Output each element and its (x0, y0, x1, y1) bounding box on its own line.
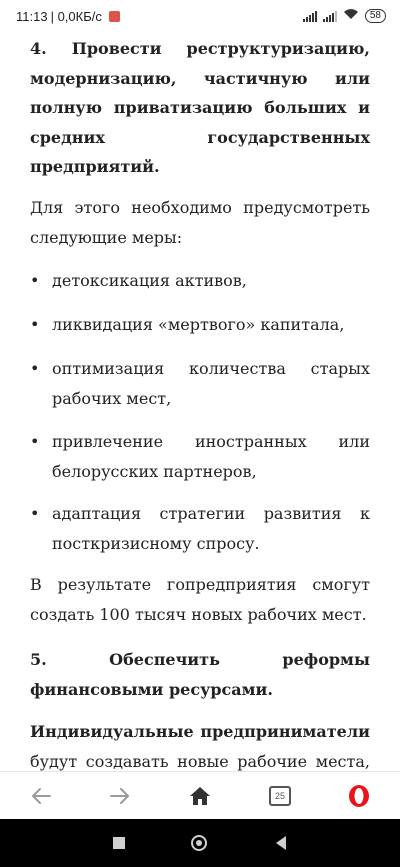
opera-logo-icon (347, 784, 371, 808)
notification-icon (109, 11, 120, 22)
forward-arrow-icon (109, 787, 131, 805)
home-button[interactable] (185, 784, 215, 808)
list-item: • детоксикация активов, (30, 266, 370, 296)
bullet-icon: • (30, 271, 40, 290)
last-paragraph-text: будут создавать новые рабочие места, (30, 751, 370, 771)
entrepreneurs-term: Индивидуальные предприниматели (30, 722, 370, 741)
section-heading-4: 4. Провести реструктуризацию, модернизацию, частичную или полную приватизацию больших и средних государственных предприятий. (30, 39, 370, 176)
back-arrow-icon (30, 787, 52, 805)
status-bar (0, 0, 400, 32)
opera-menu-button[interactable] (344, 784, 374, 808)
battery-icon: 58 (365, 9, 386, 23)
system-nav-bar (0, 819, 400, 867)
home-system-button[interactable] (189, 833, 209, 853)
section-heading-5: 5. Обеспечить реформы финансовыми ресурсами. (30, 650, 370, 699)
list-item: • привлечение иностранных или белорусских партнеров, (30, 427, 370, 486)
home-icon (189, 786, 211, 806)
wifi-icon (343, 8, 359, 23)
bullet-icon: • (30, 504, 40, 523)
status-speed: | 0,0КБ/с (50, 9, 102, 24)
signal-icon-2 (323, 10, 337, 22)
browser-bottom-bar (0, 771, 400, 820)
signal-icon-1 (303, 10, 317, 22)
square-icon (113, 837, 125, 849)
bullet-icon: • (30, 315, 40, 334)
back-button[interactable] (26, 784, 56, 808)
result-paragraph: В результате гопредприятия смогут создать 100 тысяч новых рабочих мест. (30, 575, 370, 624)
circle-icon (191, 835, 207, 851)
forward-button[interactable] (105, 784, 135, 808)
status-time: 11:13 (16, 9, 48, 24)
tabs-icon (269, 786, 291, 806)
back-system-button[interactable] (272, 833, 292, 853)
intro-paragraph: Для этого необходимо предусмотреть следующие меры: (30, 198, 370, 247)
bullet-icon: • (30, 432, 40, 451)
tab-count: 25 (274, 791, 285, 801)
list-item: • адаптация стратегии развития к посткризисному спросу. (30, 499, 370, 558)
recents-button[interactable] (109, 833, 129, 853)
tabs-button[interactable] (265, 784, 295, 808)
triangle-back-icon (274, 835, 288, 851)
bullet-icon: • (30, 359, 40, 378)
list-item: • оптимизация количества старых рабочих мест, (30, 354, 370, 413)
list-item: • ликвидация «мертвого» капитала, (30, 310, 370, 340)
